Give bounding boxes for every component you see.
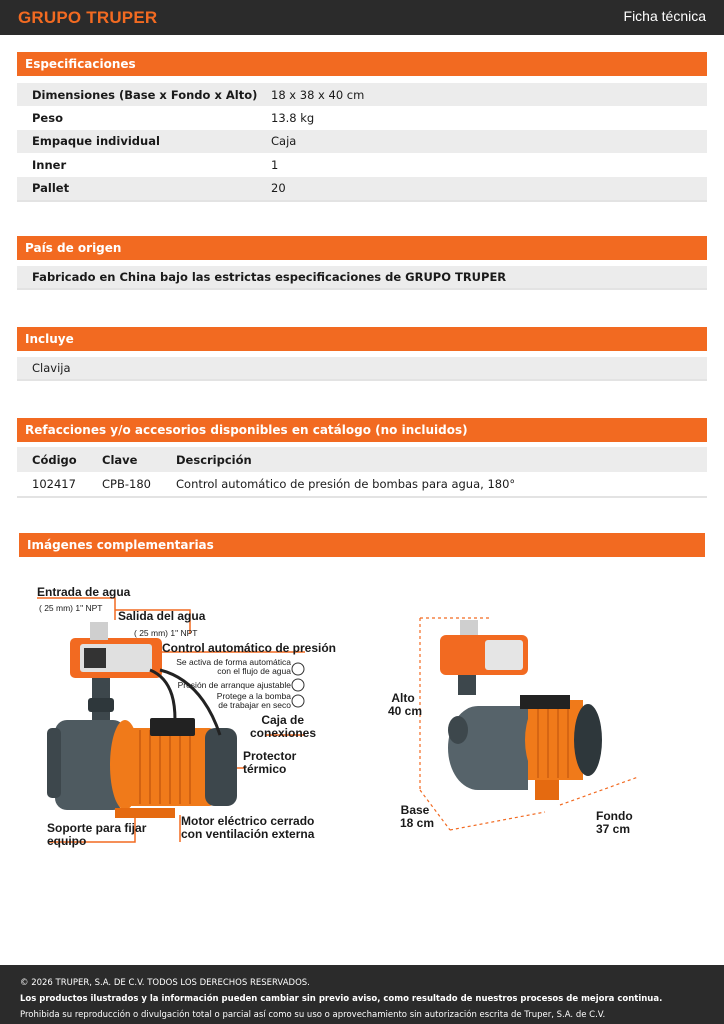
specs-table <box>17 83 707 202</box>
outlet-label: Salida del agua <box>118 609 206 623</box>
part-description: Control automático de presión de bombas para agua, 180° <box>176 477 516 491</box>
includes-title: Incluye <box>17 327 707 351</box>
top-bar <box>0 0 724 35</box>
parts-table <box>17 447 707 498</box>
parts-title: Refacciones y/o accesorios disponibles en catálogo (no incluidos) <box>17 418 707 442</box>
images-title: Imágenes complementarias <box>19 533 705 557</box>
table-row <box>17 106 707 129</box>
specs-title: Especificaciones <box>17 52 707 76</box>
outlet-size: ( 25 mm) 1" NPT <box>134 628 198 638</box>
disclaimer: Los productos ilustrados y la información pueden cambiar sin previo aviso, como resultado de nuestros procesos de mejora continua. <box>20 994 663 1004</box>
header-description: Descripción <box>176 452 252 467</box>
inlet-size: ( 25 mm) 1" NPT <box>39 603 103 613</box>
control-label: Control automático de presión <box>162 641 337 655</box>
feature-auto: Se activa de forma automática con el flujo de agua <box>176 657 291 677</box>
spec-value: 20 <box>271 181 286 196</box>
height-label: Alto 40 cm <box>388 691 423 718</box>
table-header <box>17 447 707 472</box>
table-row <box>17 83 707 106</box>
depth-label: Fondo 37 cm <box>596 809 633 836</box>
footer <box>0 965 724 1024</box>
spec-label: Peso <box>32 111 63 126</box>
part-code: 102417 <box>32 477 76 491</box>
inlet-label: Entrada de agua <box>37 585 131 599</box>
motor-label: Motor eléctrico cerrado con ventilación externa <box>181 814 315 841</box>
document-type: Ficha técnica <box>623 8 706 24</box>
base-label: Base 18 cm <box>400 803 435 830</box>
table-row <box>17 130 707 153</box>
junction-box-label: Caja de conexiones <box>250 713 317 740</box>
spec-value: 18 x 38 x 40 cm <box>271 87 365 102</box>
feature-dry-run: Protege a la bomba de trabajar en seco <box>216 691 291 711</box>
spec-label: Pallet <box>32 181 70 196</box>
origin-text: Fabricado en China bajo las estrictas especificaciones de GRUPO TRUPER <box>17 266 707 290</box>
includes-text: Clavija <box>17 357 707 381</box>
spec-label: Inner <box>32 157 67 172</box>
copyright: © 2026 TRUPER, S.A. DE C.V. TODOS LOS DERECHOS RESERVADOS. <box>20 978 310 988</box>
support-label: Soporte para fijar equipo <box>47 821 147 848</box>
table-row <box>17 177 707 200</box>
thermal-label: Protector térmico <box>243 749 297 776</box>
pump-diagram-left <box>0 570 340 870</box>
brand-logo: GRUPO TRUPER <box>18 8 158 27</box>
part-key: CPB-180 <box>102 477 151 491</box>
spec-value: Caja <box>271 134 297 149</box>
spec-value: 13.8 kg <box>271 111 315 126</box>
table-row <box>17 153 707 176</box>
feature-pressure: Presión de arranque ajustable <box>177 680 291 690</box>
pump-diagram-right <box>370 600 690 850</box>
origin-title: País de origen <box>17 236 707 260</box>
table-row <box>17 472 707 496</box>
spec-label: Empaque individual <box>32 134 160 149</box>
header-code: Código <box>32 452 77 467</box>
spec-label: Dimensiones (Base x Fondo x Alto) <box>32 87 258 102</box>
header-key: Clave <box>102 452 138 467</box>
spec-value: 1 <box>271 157 279 172</box>
legal-notice: Prohibida su reproducción o divulgación total o parcial así como su uso o aprovechamiento sin autorización escrita de Truper, S.A. de C.V. <box>20 1010 606 1020</box>
